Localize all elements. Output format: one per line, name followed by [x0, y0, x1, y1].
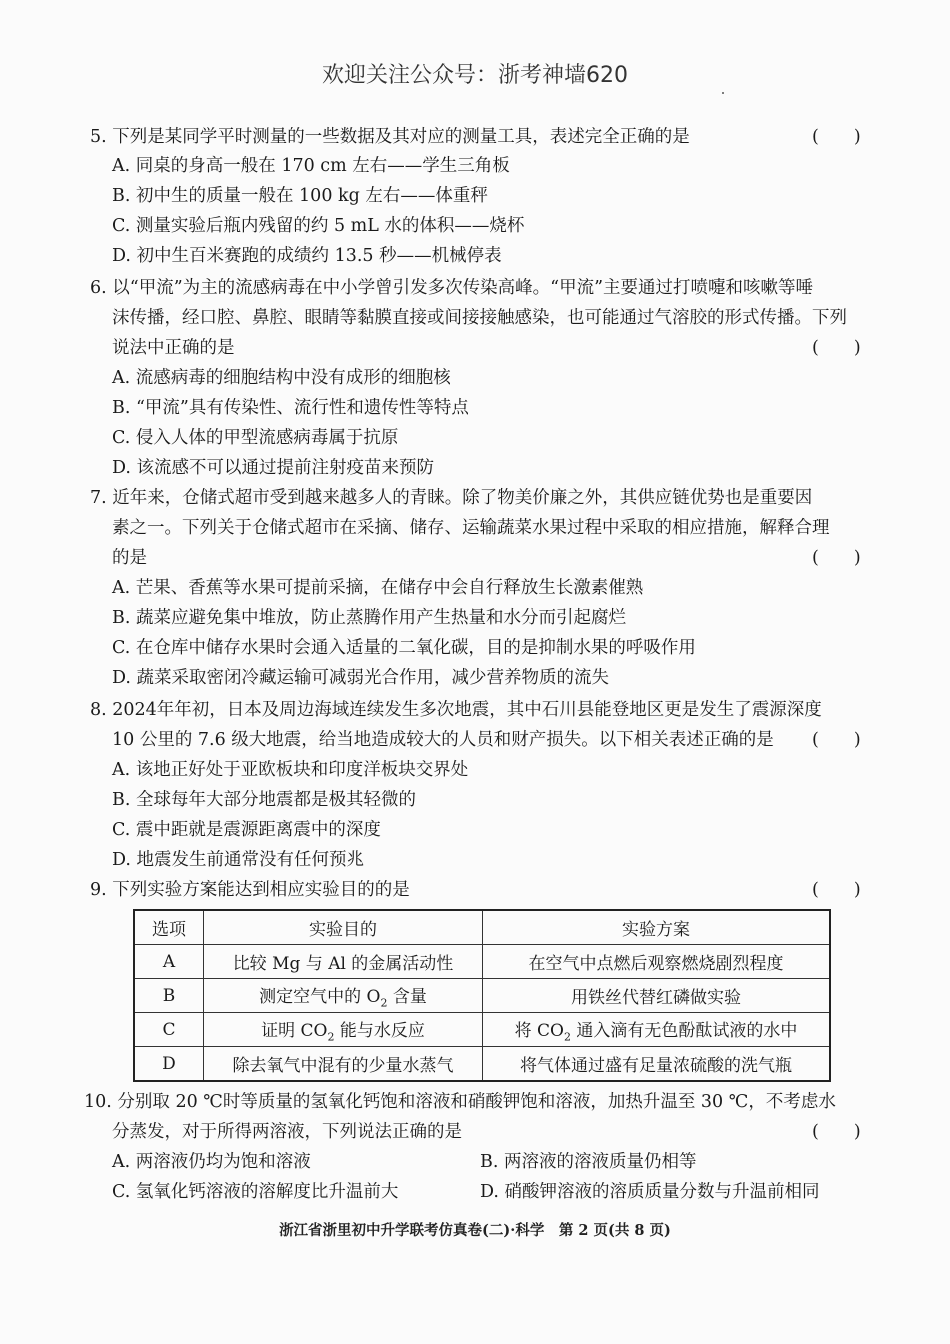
table-cell-plan: 在空气中点燃后观察燃烧剧烈程度: [483, 945, 831, 979]
plan-text-post: 通入滴有无色酚酞试液的水中: [570, 1020, 798, 1041]
table-header-goal: 实验目的: [204, 910, 483, 945]
table-cell-option: B: [134, 979, 204, 1013]
table-cell-plan: [483, 1013, 831, 1047]
q5-option-d: D. 初中生百米赛跑的成绩约 13.5 秒——机械停表: [112, 246, 502, 266]
q10-option-a: A. 两溶液仍均为饱和溶液: [112, 1152, 311, 1172]
table-header-plan: 实验方案: [483, 910, 831, 945]
q8-option-c: C. 震中距就是震源距离震中的深度: [112, 820, 381, 840]
table-cell-plan: 用铁丝代替红磷做实验: [483, 979, 831, 1013]
q6-option-a: A. 流感病毒的细胞结构中没有成形的细胞核: [112, 368, 451, 388]
q6-option-d: D. 该流感不可以通过提前注射疫苗来预防: [112, 458, 435, 478]
plan-text-pre: 将 CO: [514, 1020, 564, 1041]
q7-stem-line1: 7. 近年来，仓储式超市受到越来越多人的青睐。除了物美价廉之外，其供应链优势也是重要因: [90, 488, 813, 508]
q6-answer-paren: ( ): [812, 338, 861, 358]
table-header-row: [134, 910, 830, 945]
q7-option-a: A. 芒果、香蕉等水果可提前采摘，在储存中会自行释放生长激素催熟: [112, 578, 644, 598]
q8-stem-line2: 10 公里的 7.6 级大地震，给当地造成较大的人员和财产损失。以下相关表述正确的是: [112, 730, 774, 750]
q5-option-b: B. 初中生的质量一般在 100 kg 左右——体重秤: [112, 186, 488, 206]
table-cell-goal: 除去氧气中混有的少量水蒸气: [204, 1047, 483, 1082]
header-banner: 欢迎关注公众号：浙考神墙620: [322, 63, 628, 88]
table-header-option: 选项: [134, 910, 204, 945]
table-cell-goal: [204, 979, 483, 1013]
q10-option-b: B. 两溶液的溶液质量仍相等: [480, 1152, 697, 1172]
plan-subscript: 2: [563, 1030, 571, 1044]
q9-experiment-table: [133, 909, 831, 1082]
table-row: [134, 945, 830, 979]
q8-option-b: B. 全球每年大部分地震都是极其轻微的: [112, 790, 416, 810]
q5-option-a: A. 同桌的身高一般在 170 cm 左右——学生三角板: [112, 156, 510, 176]
q6-stem-line2: 沫传播，经口腔、鼻腔、眼睛等黏膜直接或间接接触感染，也可能通过气溶胶的形式传播。下列: [112, 308, 847, 328]
goal-text-pre: 证明 CO: [261, 1020, 328, 1041]
q6-option-c: C. 侵入人体的甲型流感病毒属于抗原: [112, 428, 399, 448]
table-cell-goal: 比较 Mg 与 Al 的金属活动性: [204, 945, 483, 979]
q10-stem-line1: 10. 分别取 20 ℃时等质量的氢氧化钙饱和溶液和硝酸钾饱和溶液，加热升温至 30 ℃，不考虑水: [84, 1092, 836, 1112]
q8-option-a: A. 该地正好处于亚欧板块和印度洋板块交界处: [112, 760, 469, 780]
table-cell-option: C: [134, 1013, 204, 1047]
table-cell-option: A: [134, 945, 204, 979]
table-row: [134, 979, 830, 1013]
page-footer: 浙江省浙里初中升学联考仿真卷(二)·科学 第 2 页(共 8 页): [279, 1222, 671, 1239]
q6-option-b: B. “甲流”具有传染性、流行性和遗传性等特点: [112, 398, 469, 418]
q7-option-c: C. 在仓库中储存水果时会通入适量的二氧化碳，目的是抑制水果的呼吸作用: [112, 638, 696, 658]
q7-stem-line3: 的是: [112, 548, 147, 568]
q7-stem-line2: 素之一。下列关于仓储式超市在采摘、储存、运输蔬菜水果过程中采取的相应措施，解释合理: [112, 518, 830, 538]
q9-stem: 9. 下列实验方案能达到相应实验目的的是: [90, 880, 410, 900]
q9-answer-paren: ( ): [812, 880, 861, 900]
table-row: [134, 1013, 830, 1047]
q6-stem-line3: 说法中正确的是: [112, 338, 235, 358]
q10-option-d: D. 硝酸钾溶液的溶质质量分数与升温前相同: [480, 1182, 820, 1202]
q7-option-d: D. 蔬菜采取密闭冷藏运输可减弱光合作用，减少营养物质的流失: [112, 668, 610, 688]
q5-stem: 5. 下列是某同学平时测量的一些数据及其对应的测量工具，表述完全正确的是: [90, 127, 690, 147]
q10-option-c: C. 氢氧化钙溶液的溶解度比升温前大: [112, 1182, 399, 1202]
goal-text-post: 能与水反应: [334, 1020, 425, 1041]
q8-option-d: D. 地震发生前通常没有任何预兆: [112, 850, 365, 870]
goal-subscript: 2: [327, 1030, 335, 1044]
scan-dot: [722, 92, 724, 94]
q6-stem-line1: 6. 以“甲流”为主的流感病毒在中小学曾引发多次传染高峰。“甲流”主要通过打喷嚏和咳嗽等唾: [90, 278, 814, 298]
q7-option-b: B. 蔬菜应避免集中堆放，防止蒸腾作用产生热量和水分而引起腐烂: [112, 608, 626, 628]
q8-answer-paren: ( ): [812, 730, 861, 750]
q10-answer-paren: ( ): [812, 1122, 861, 1142]
table-cell-plan: 将气体通过盛有足量浓硫酸的洗气瓶: [483, 1047, 831, 1082]
goal-subscript: 2: [380, 996, 388, 1010]
q5-answer-paren: ( ): [812, 127, 861, 147]
q5-option-c: C. 测量实验后瓶内残留的约 5 mL 水的体积——烧杯: [112, 216, 525, 236]
q8-stem-line1: 8. 2024年年初，日本及周边海域连续发生多次地震，其中石川县能登地区更是发生了震源深度: [90, 700, 822, 720]
goal-text-pre: 测定空气中的 O: [259, 986, 381, 1007]
q10-stem-line2: 分蒸发，对于所得两溶液，下列说法正确的是: [112, 1122, 462, 1142]
table-cell-option: D: [134, 1047, 204, 1082]
table-row: [134, 1047, 830, 1082]
goal-text-post: 含量: [387, 986, 427, 1007]
table-cell-goal: [204, 1013, 483, 1047]
q7-answer-paren: ( ): [812, 548, 861, 568]
